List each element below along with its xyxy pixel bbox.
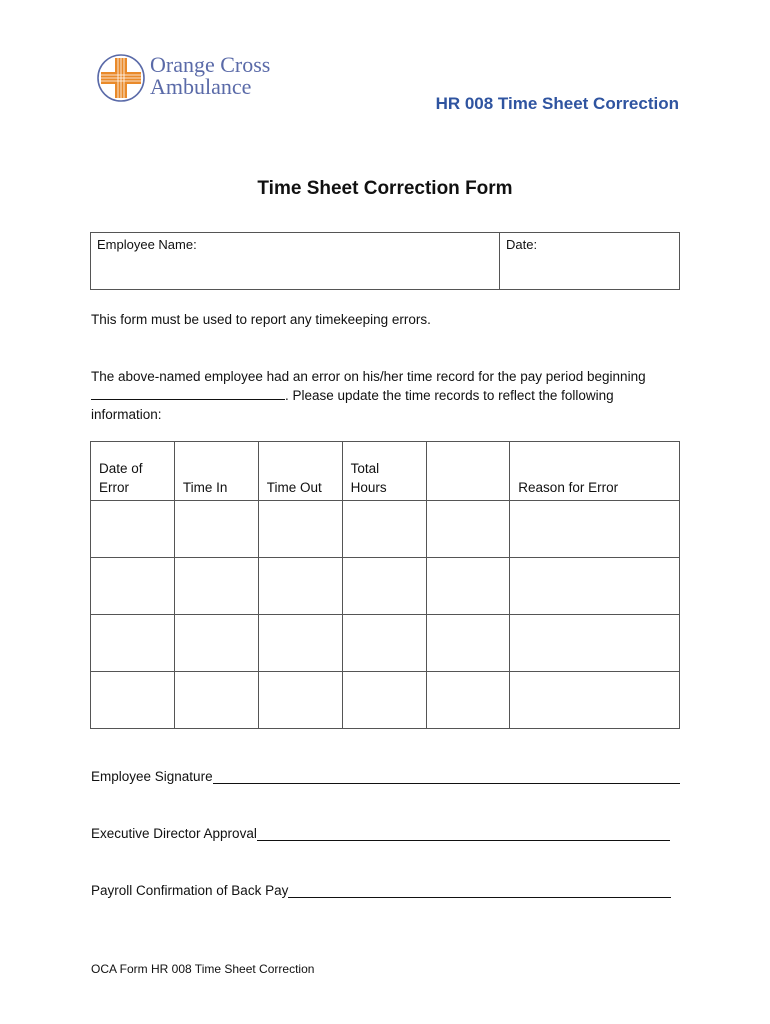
table-cell[interactable] xyxy=(174,501,258,558)
col-total-hours: Total Hours xyxy=(342,442,426,501)
table-row xyxy=(91,672,680,729)
col-reason-for-error: Reason for Error xyxy=(510,442,680,501)
employee-name-label: Employee Name: xyxy=(97,237,197,252)
table-cell[interactable] xyxy=(510,672,680,729)
footer-text: OCA Form HR 008 Time Sheet Correction xyxy=(91,962,315,976)
employee-signature-label: Employee Signature xyxy=(91,769,213,784)
table-cell[interactable] xyxy=(342,501,426,558)
table-cell[interactable] xyxy=(174,615,258,672)
table-cell[interactable] xyxy=(510,501,680,558)
table-cell[interactable] xyxy=(342,615,426,672)
pay-period-blank[interactable] xyxy=(91,387,285,400)
col-blank xyxy=(426,442,510,501)
logo-line-1: Orange Cross xyxy=(150,52,271,77)
table-cell[interactable] xyxy=(258,501,342,558)
table-cell[interactable] xyxy=(510,558,680,615)
director-approval-row xyxy=(91,826,670,841)
table-cell[interactable] xyxy=(342,672,426,729)
form-title: Time Sheet Correction Form xyxy=(257,178,513,199)
table-cell[interactable] xyxy=(426,672,510,729)
director-approval-line[interactable] xyxy=(257,827,670,841)
table-cell[interactable] xyxy=(426,558,510,615)
employee-signature-line[interactable] xyxy=(213,770,680,784)
table-row xyxy=(91,558,680,615)
date-field[interactable] xyxy=(500,233,679,289)
table-cell[interactable] xyxy=(258,672,342,729)
table-cell[interactable] xyxy=(258,615,342,672)
table-cell[interactable] xyxy=(426,615,510,672)
table-cell[interactable] xyxy=(174,672,258,729)
table-cell[interactable] xyxy=(510,615,680,672)
table-header-row xyxy=(91,442,680,501)
table-row xyxy=(91,501,680,558)
pay-period-paragraph xyxy=(91,367,681,424)
table-cell[interactable] xyxy=(174,558,258,615)
table-cell[interactable] xyxy=(258,558,342,615)
date-label: Date: xyxy=(506,237,538,252)
employee-name-field[interactable] xyxy=(91,233,500,289)
table-cell[interactable] xyxy=(342,558,426,615)
instruction-text: This form must be used to report any timekeeping errors. xyxy=(91,312,431,327)
payroll-confirmation-line[interactable] xyxy=(288,884,671,898)
table-row xyxy=(91,615,680,672)
cross-emblem-icon xyxy=(96,52,146,104)
pay-period-text-1: The above-named employee had an error on his/her time record for the pay period beginning xyxy=(91,369,646,384)
logo-line-2: Ambulance xyxy=(150,74,252,99)
pay-period-text-2: . Please update the time records to reflect the following information: xyxy=(91,388,614,422)
employee-info-box xyxy=(90,232,680,290)
payroll-confirmation-label: Payroll Confirmation of Back Pay xyxy=(91,883,289,898)
logo-wordmark xyxy=(150,54,270,98)
col-date-of-error: Date of Error xyxy=(91,442,175,501)
company-logo xyxy=(96,52,296,108)
table-cell[interactable] xyxy=(91,501,175,558)
correction-table xyxy=(90,441,680,729)
document-code: HR 008 Time Sheet Correction xyxy=(435,94,679,113)
table-cell[interactable] xyxy=(91,672,175,729)
table-cell[interactable] xyxy=(426,501,510,558)
table-cell[interactable] xyxy=(91,558,175,615)
col-time-out: Time Out xyxy=(258,442,342,501)
table-cell[interactable] xyxy=(91,615,175,672)
col-time-in: Time In xyxy=(174,442,258,501)
payroll-confirmation-row xyxy=(91,883,671,898)
employee-signature-row xyxy=(91,769,680,784)
director-approval-label: Executive Director Approval xyxy=(91,826,257,841)
